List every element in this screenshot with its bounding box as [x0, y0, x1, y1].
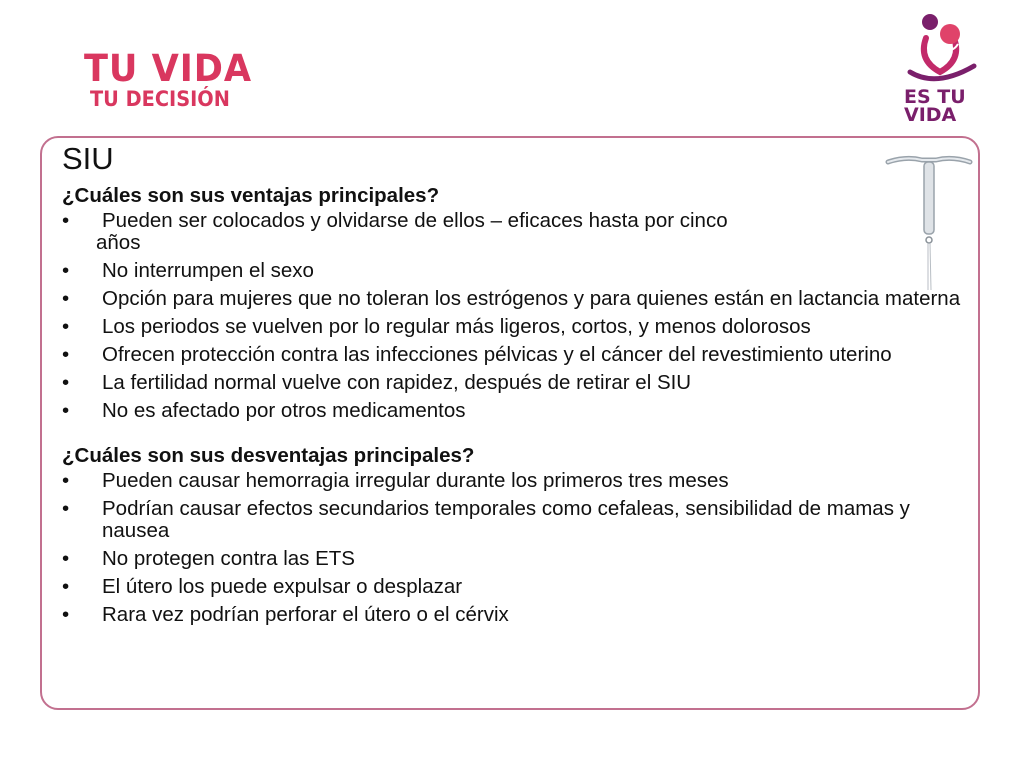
list-item: [62, 210, 962, 232]
bullet-icon: •: [62, 287, 70, 310]
list-item: [62, 548, 962, 570]
list-item-text: El útero los puede expulsar o desplazar: [102, 575, 463, 598]
tu-vida-tu-decision-logo: [84, 47, 261, 111]
ribbon-heart-icon: [896, 10, 986, 90]
list-item-text: No es afectado por otros medicamentos: [102, 399, 466, 422]
list-item: [62, 604, 962, 626]
bullet-icon: •: [62, 259, 70, 282]
corner-logo-text: [904, 86, 966, 127]
list-item: [62, 372, 962, 394]
bullet-icon: •: [62, 315, 70, 338]
list-item: [62, 288, 962, 310]
list-item-text: Podrían causar efectos secundarios temporales como cefaleas, sensibilidad de mamas y nausea: [102, 497, 910, 542]
list-item-continuation: años: [96, 231, 141, 254]
list-item-text: Rara vez podrían perforar el útero o el cérvix: [102, 603, 509, 626]
section-spacer: [62, 428, 962, 442]
list-item-text: Pueden causar hemorragia irregular durante los primeros tres meses: [102, 469, 729, 492]
slide-title: SIU: [62, 141, 114, 176]
bullet-icon: •: [62, 399, 70, 422]
disadvantages-heading: ¿Cuáles son sus desventajas principales?: [62, 444, 475, 467]
list-item-text: Ofrecen protección contra las infecciones pélvicas y el cáncer del revestimiento uterino: [102, 343, 892, 366]
list-item: [62, 470, 962, 492]
corner-logo-line-1: ES TU: [904, 86, 966, 108]
bullet-icon: •: [62, 603, 70, 626]
es-tu-vida-logo: [896, 10, 986, 130]
bullet-icon: •: [62, 547, 70, 570]
bullet-icon: •: [62, 497, 70, 520]
list-item-text: Opción para mujeres que no toleran los estrógenos y para quienes están en lactancia materna: [102, 287, 961, 310]
bullet-icon: •: [62, 371, 70, 394]
advantages-list-rest: [62, 260, 962, 422]
list-item-text: No protegen contra las ETS: [102, 547, 355, 570]
list-item: [62, 316, 962, 338]
list-item-text: No interrumpen el sexo: [102, 259, 314, 282]
slide-content: [62, 182, 962, 632]
list-item: [62, 576, 962, 598]
list-item: [62, 400, 962, 422]
bullet-icon: •: [62, 469, 70, 492]
bullet-icon: •: [62, 209, 70, 232]
bullet-icon: •: [62, 575, 70, 598]
logo-line-1: TU VIDA: [84, 47, 253, 90]
list-item: [62, 498, 962, 542]
list-item: [62, 260, 962, 282]
logo-line-2: TU DECISIÓN: [90, 87, 230, 111]
bullet-icon: •: [62, 343, 70, 366]
corner-logo-line-2: VIDA: [904, 104, 957, 127]
list-item-text: Pueden ser colocados y olvidarse de ellos – eficaces hasta por cinco: [102, 209, 728, 232]
list-item-text: Los periodos se vuelven por lo regular más ligeros, cortos, y menos dolorosos: [102, 315, 811, 338]
list-item-text: La fertilidad normal vuelve con rapidez, después de retirar el SIU: [102, 371, 692, 394]
advantages-list: [62, 210, 962, 232]
list-item: [62, 344, 962, 366]
disadvantages-list: [62, 470, 962, 626]
advantages-heading: ¿Cuáles son sus ventajas principales?: [62, 184, 440, 207]
